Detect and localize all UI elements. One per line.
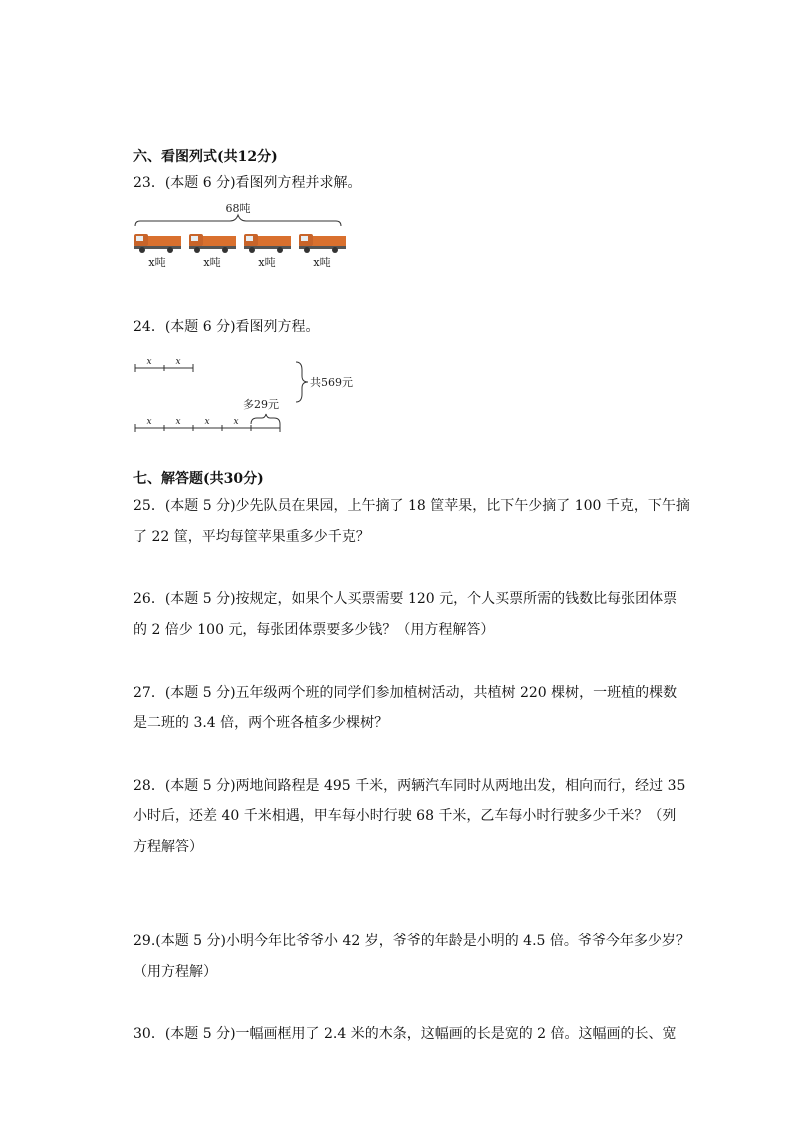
section-seven-title: 七、解答题(共30分) (133, 471, 264, 487)
truck-weight-label: x吨 (258, 256, 276, 269)
var-x-label: x (233, 417, 239, 427)
question-26-line-1: 26．(本题 5 分)按规定，如果个人买票需要 120 元，个人买票所需的钱数比每张团体票 (133, 591, 678, 607)
var-x-label: x (175, 417, 181, 427)
truck-weight-label: x吨 (313, 256, 331, 269)
total-brace (296, 362, 308, 402)
more-brace (251, 414, 280, 424)
question-26-line-2: 的 2 倍少 100 元，每张团体票要多少钱？（用方程解答） (133, 622, 495, 638)
more-29-label: 多29元 (243, 398, 279, 411)
var-x-label: x (146, 417, 152, 427)
question-23-text: 23．(本题 6 分)看图列方程并求解。 (133, 175, 362, 191)
var-x-label: x (175, 357, 181, 367)
question-25-line-2: 了 22 筐，平均每筐苹果重多少千克？ (133, 529, 370, 545)
question-24-text: 24．(本题 6 分)看图列方程。 (133, 319, 320, 335)
truck-weight-label: x吨 (148, 256, 166, 269)
truck-icon (299, 234, 346, 253)
question-27-line-2: 是二班的 3.4 倍，两个班各植多少棵树？ (133, 715, 389, 731)
section-six-title: 六、看图列式(共12分) (133, 149, 278, 165)
q24-segment-diagram (130, 352, 370, 436)
truck-icon (134, 234, 181, 253)
q23-truck-diagram (130, 200, 350, 272)
var-x-label: x (146, 357, 152, 367)
total-weight-label: 68吨 (225, 202, 251, 215)
question-25-line-1: 25．(本题 5 分)少先队员在果园，上午摘了 18 筐苹果，比下午少摘了 100 千克，下午摘 (133, 498, 690, 514)
question-28-line-1: 28．(本题 5 分)两地间路程是 495 千米，两辆汽车同时从两地出发，相向而行，经过 35 (133, 778, 686, 794)
var-x-label: x (204, 417, 210, 427)
question-29-line-2: （用方程解） (133, 964, 217, 980)
truck-icon (189, 234, 236, 253)
truck-weight-label: x吨 (203, 256, 221, 269)
question-30-line-1: 30．(本题 5 分)一幅画框用了 2.4 米的木条，这幅画的长是宽的 2 倍。这幅画的长、宽 (133, 1026, 677, 1042)
total-brace (135, 215, 341, 226)
question-29-line-1: 29.(本题 5 分)小明今年比爷爷小 42 岁，爷爷的年龄是小明的 4.5 倍。爷爷今年多少岁？ (133, 933, 690, 949)
truck-icon (244, 234, 291, 253)
total-569-label: 共569元 (310, 376, 353, 389)
question-28-line-3: 方程解答） (133, 839, 203, 855)
question-28-line-2: 小时后，还差 40 千米相遇，甲车每小时行驶 68 千米，乙车每小时行驶多少千米？（列 (133, 808, 677, 824)
question-27-line-1: 27．(本题 5 分)五年级两个班的同学们参加植树活动，共植树 220 棵树，一班植的棵数 (133, 685, 678, 701)
